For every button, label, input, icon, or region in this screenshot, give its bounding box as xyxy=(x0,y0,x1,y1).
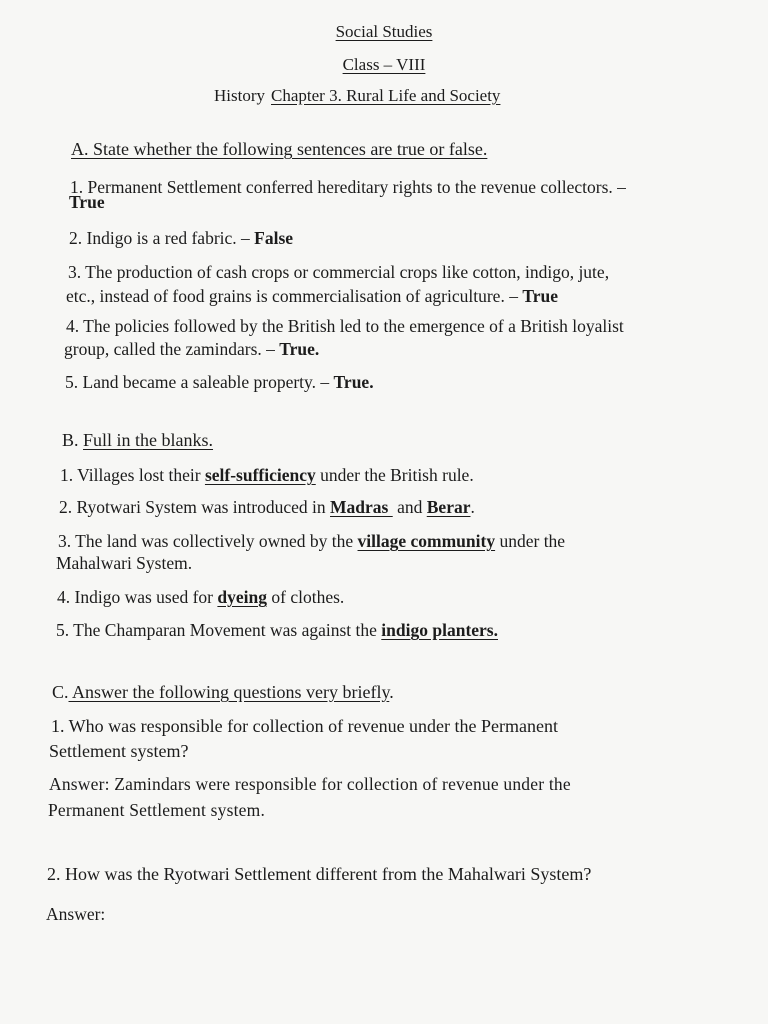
blank-answer: village community xyxy=(357,531,496,551)
section-b-heading xyxy=(62,430,213,451)
section-c-answer-2-label: Answer: xyxy=(46,904,106,924)
answer-false: False xyxy=(254,228,294,248)
section-b-item-1 xyxy=(60,465,474,486)
section-b-item-5 xyxy=(56,620,498,641)
section-b-title: Full in the blanks. xyxy=(83,430,214,450)
item-text: group, called the zamindars. – xyxy=(64,339,280,359)
item-text: 2. Indigo is a red fabric. – xyxy=(69,228,255,248)
item-text: under the British rule. xyxy=(315,465,474,485)
section-a-heading xyxy=(71,139,487,160)
answer-true: True. xyxy=(333,372,374,392)
item-text: and xyxy=(392,497,427,517)
answer-true: True xyxy=(69,192,105,212)
section-a-item-1-line-1: 1. Permanent Settlement conferred hereditary rights to the revenue collectors. – xyxy=(70,177,626,197)
section-b-item-3-line-1 xyxy=(58,531,565,552)
section-a-item-4-line-1: 4. The policies followed by the British led to the emergence of a British loyalist xyxy=(66,316,624,336)
section-c-letter: C. xyxy=(52,682,69,702)
class-title: Class – VIII xyxy=(342,55,426,74)
item-text: . xyxy=(470,497,475,517)
history-label: History xyxy=(214,86,265,105)
section-b-item-4 xyxy=(57,587,344,608)
section-a-item-4-line-2 xyxy=(64,339,319,360)
section-c-answer-1-line-2: Permanent Settlement system. xyxy=(48,800,266,820)
section-a-title: . State whether the following sentences are true or false. xyxy=(84,139,488,159)
item-text: under the xyxy=(495,531,566,551)
blank-answer: dyeing xyxy=(217,587,267,607)
section-c-question-2: 2. How was the Ryotwari Settlement different from the Mahalwari System? xyxy=(47,864,592,884)
item-text: 4. Indigo was used for xyxy=(57,587,218,607)
item-text: 5. Land became a saleable property. – xyxy=(65,372,334,392)
section-a-item-1-answer xyxy=(69,192,105,213)
item-text: 3. The land was collectively owned by the xyxy=(58,531,358,551)
section-b-item-2 xyxy=(59,497,475,518)
section-c-answer-1-line-1: Answer: Zamindars were responsible for collection of revenue under the xyxy=(49,774,571,794)
section-c-heading xyxy=(52,682,394,703)
item-text: 2. Ryotwari System was introduced in xyxy=(59,497,331,517)
section-a-item-3-line-1: 3. The production of cash crops or commercial crops like cotton, indigo, jute, xyxy=(68,262,610,282)
item-text: 1. Villages lost their xyxy=(60,465,205,485)
section-a-item-3-line-2 xyxy=(66,286,558,307)
section-a-letter: A xyxy=(71,139,84,159)
blank-answer: self-sufficiency xyxy=(204,465,316,485)
answer-true: True xyxy=(522,286,558,306)
blank-answer: Madras xyxy=(330,497,393,517)
section-a-item-5 xyxy=(65,372,374,393)
item-text: of clothes. xyxy=(267,587,345,607)
item-text: etc., instead of food grains is commercialisation of agriculture. – xyxy=(66,286,523,306)
chapter-title: Chapter 3. Rural Life and Society xyxy=(271,86,501,105)
answer-true: True. xyxy=(279,339,320,359)
blank-answer: indigo planters. xyxy=(381,620,498,640)
section-c-question-1-line-1: 1. Who was responsible for collection of revenue under the Permanent xyxy=(51,716,559,736)
section-b-letter: B. xyxy=(62,430,84,450)
section-c-suffix: . xyxy=(389,682,394,702)
section-c-question-1-line-2: Settlement system? xyxy=(49,741,189,761)
section-a-item-2 xyxy=(69,228,293,249)
chapter-heading xyxy=(214,86,500,106)
section-b-item-3-line-2: Mahalwari System. xyxy=(56,553,193,573)
subject-title: Social Studies xyxy=(335,22,433,41)
section-c-title: Answer the following questions very briefly xyxy=(68,682,390,702)
item-text: 5. The Champaran Movement was against the xyxy=(56,620,382,640)
blank-answer: Berar xyxy=(426,497,471,517)
